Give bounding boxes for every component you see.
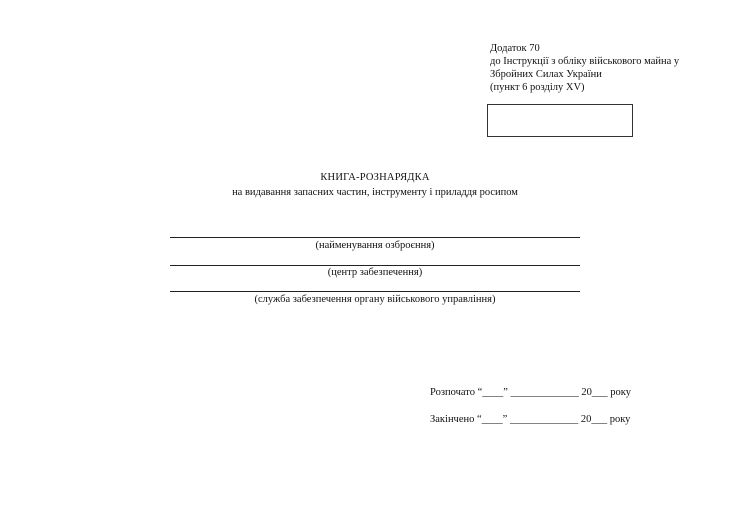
weapon-name-caption: (найменування озброєння): [315, 240, 435, 251]
appendix-line: Додаток 70: [490, 43, 540, 54]
appendix-line: до Інструкції з обліку військового майна у: [490, 56, 680, 67]
appendix-line: Збройних Силах України: [490, 69, 602, 80]
supply-center-line: [170, 265, 580, 266]
supply-center-caption: (центр забезпечення): [327, 267, 423, 278]
registration-box: [487, 104, 633, 137]
supply-service-caption: (служба забезпечення органу військового управління): [254, 294, 496, 305]
supply-service-line: [170, 291, 580, 292]
appendix-note: [490, 42, 745, 94]
end-date-line: Закінчено “____” _____________ 20___ року: [430, 414, 631, 425]
start-date-line: Розпочато “____” _____________ 20___ року: [430, 387, 631, 398]
weapon-name-line: [170, 237, 580, 238]
document-title: КНИГА-РОЗНАРЯДКА: [320, 172, 430, 183]
appendix-line: (пункт 6 розділу XV): [490, 82, 585, 93]
document-subtitle: на видавання запасних частин, інструменту і приладдя росипом: [232, 187, 518, 198]
